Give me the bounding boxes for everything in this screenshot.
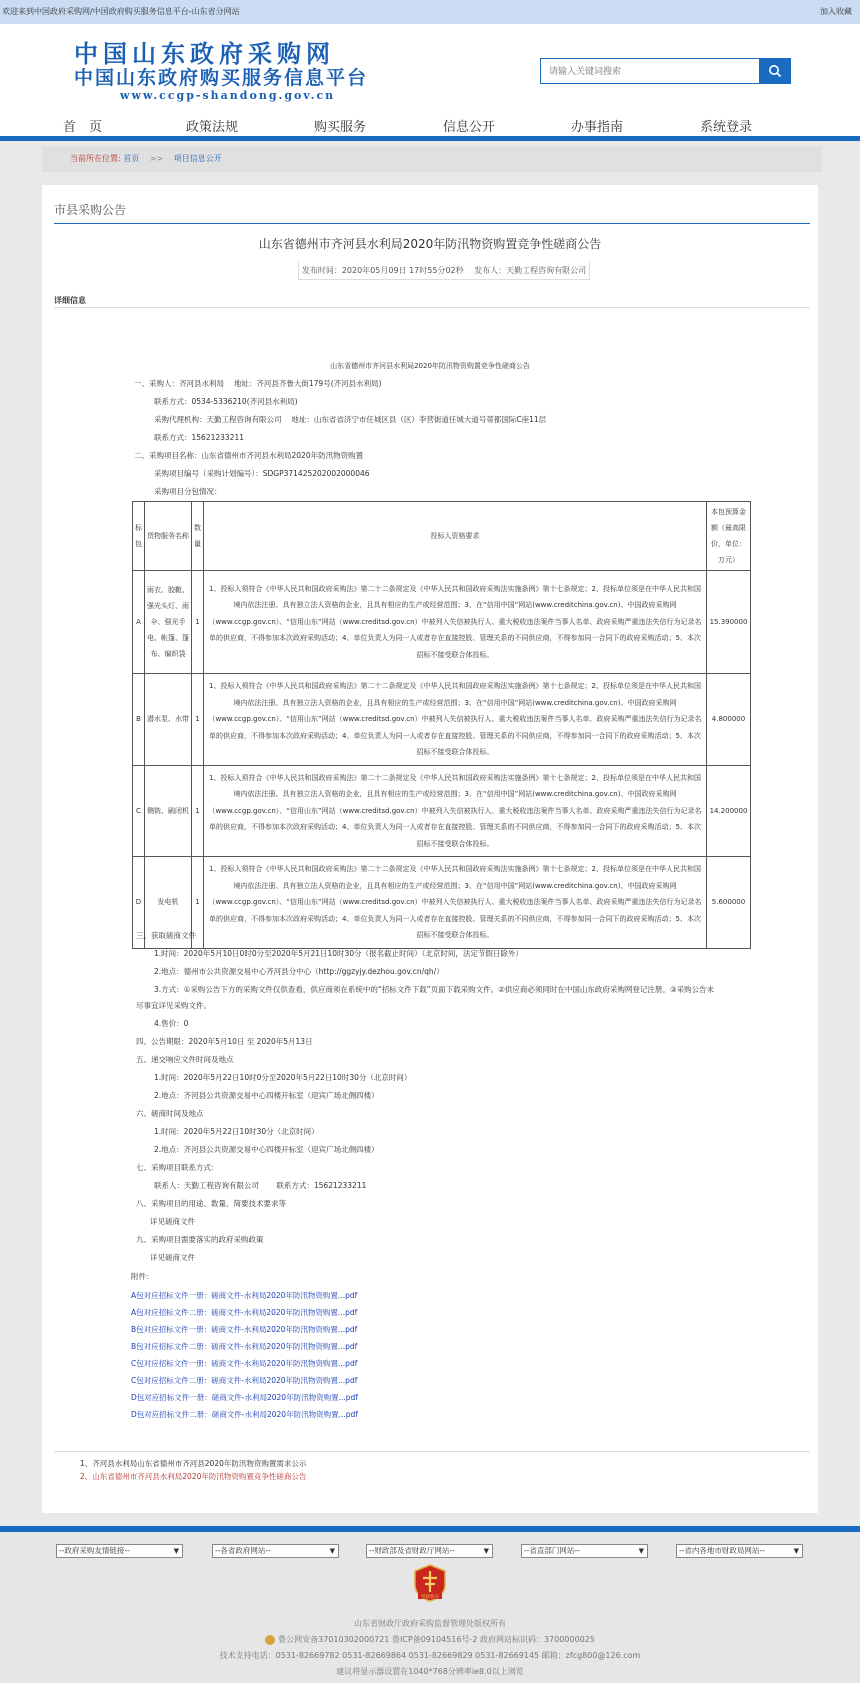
dropdown-arrow-icon: ▼ xyxy=(483,1547,489,1555)
main-nav xyxy=(0,116,860,138)
search-input[interactable] xyxy=(540,58,760,84)
line-get-method: 3.方式：①采购公告下方的采购文件仅供查看，供应商须在系统中的“招标文件下载”页面下载采购文件。②供应商必须同时在中国山东政府采购网登记注册。③采购公告未 xyxy=(154,985,715,994)
line-agency-contact: 联系方式：15621233211 xyxy=(154,433,244,442)
section-title: 市县采购公告 xyxy=(54,201,810,224)
select-value: --省直部门网站-- xyxy=(524,1546,580,1555)
header-quantity: 数量 xyxy=(192,502,204,571)
table-row xyxy=(133,674,751,766)
police-badge-icon xyxy=(265,1635,275,1645)
line-get-docs: 三、获取磋商文件 xyxy=(136,931,196,940)
line-submit: 五、递交响应文件时间及地点 xyxy=(136,1055,234,1064)
attachment-link[interactable]: C包对应招标文件二册：磋商文件-水利局2020年防汛物资购置...pdf xyxy=(131,1376,358,1385)
attachment-link[interactable]: A包对应招标文件一册：磋商文件-水利局2020年防汛物资购置...pdf xyxy=(131,1291,358,1300)
table-header-row xyxy=(133,502,751,571)
select-value: --财政部及省财政厅网站-- xyxy=(369,1546,455,1555)
line-usage-detail: 详见磋商文件 xyxy=(150,1217,195,1226)
search-icon xyxy=(768,64,782,78)
cell-requirements: 1、投标人须符合《中华人民共和国政府采购法》第二十二条规定及《中华人民共和国政府采购法实施条例》第十七条规定；2、投标单位须是在中华人民共和国境内依法注册、具有独立法人资格的企业，且具有相应的生产或经营范围；3、在“信用中国”网站(www.creditchina.gov.cn)、中国政府采购网（www.ccgp.gov.cn）、“信用山东”网站（www.creditsd.gov.cn）中被列入失信被执行人、重大税收违法案件当事人名单、政府采购严重违法失信行为记录名单的供应商，不得参加本次政府采购活动；4、单位负责人为同一人或者存在直接控股、管理关系的不同供应商，不得参加同一合同下的政府采购活动；5、本次招标不接受联合体投标。 xyxy=(204,571,707,674)
browser-tip: 建议将显示器设置在1040*768分辨率ie8.0以上浏览 xyxy=(336,1667,524,1676)
logo-line-2: 中国山东政府购买服务信息平台 xyxy=(74,67,369,89)
breadcrumb-separator: >> xyxy=(149,154,164,163)
divider xyxy=(54,307,810,308)
select-value: --省内各地市财政局网站-- xyxy=(679,1546,765,1555)
breadcrumb xyxy=(42,146,822,172)
cell-requirements: 1、投标人须符合《中华人民共和国政府采购法》第二十二条规定及《中华人民共和国政府采购法实施条例》第十七条规定；2、投标单位须是在中华人民共和国境内依法注册、具有独立法人资格的企业，且具有相应的生产或经营范围；3、在“信用中国”网站(www.creditchina.gov.cn)、中国政府采购网（www.ccgp.gov.cn）、“信用山东”网站（www.creditsd.gov.cn）中被列入失信被执行人、重大税收违法案件当事人名单、政府采购严重违法失信行为记录名单的供应商，不得参加本次政府采购活动；4、单位负责人为同一人或者存在直接控股、管理关系的不同供应商，不得参加同一合同下的政府采购活动；5、本次招标不接受联合体投标。 xyxy=(204,674,707,766)
icp-text xyxy=(0,1634,860,1645)
cell-budget: 14.200000 xyxy=(707,765,751,857)
line-contact: 联系人：天勤工程咨询有限公司 联系方式：15621233211 xyxy=(154,1181,367,1190)
line-usage: 八、采购项目的用途、数量、简要技术要求等 xyxy=(136,1199,286,1208)
cell-goods-name: 潜水泵、水带 xyxy=(145,674,192,766)
line-consult-time: 1.时间：2020年5月22日10时30分（北京时间） xyxy=(154,1127,319,1136)
header-goods-name: 货物服务名称 xyxy=(145,502,192,571)
party-gov-emblem-icon[interactable] xyxy=(413,1564,447,1602)
line-price: 4.售价：0 xyxy=(154,1019,189,1028)
cell-quantity: 1 xyxy=(192,857,204,949)
logo-url: www.ccgp-shandong.gov.cn xyxy=(120,89,336,102)
cell-quantity: 1 xyxy=(192,674,204,766)
breadcrumb-current[interactable]: 项目信息公开 xyxy=(173,154,222,163)
nav-policy[interactable]: 政策法规 xyxy=(186,120,239,135)
table-row xyxy=(133,857,751,949)
attachment-link[interactable]: C包对应招标文件一册：磋商文件-水利局2020年防汛物资购置...pdf xyxy=(131,1359,358,1368)
line-project-number: 采购项目编号（采购计划编号）：SDGP371425202002000046 xyxy=(154,469,370,478)
cell-goods-name: 发电机 xyxy=(145,857,192,949)
attachment-link[interactable]: D包对应招标文件二册：磋商文件-水利局2020年防汛物资购置...pdf xyxy=(131,1410,358,1419)
search-box xyxy=(540,58,791,84)
article-meta: 发布时间：2020年05月09日 17时55分02秒 发布人：天勤工程咨询有限公司 xyxy=(298,262,590,280)
line-consult-place: 2.地点：齐河县公共资源交易中心四楼开标室（迎宾广场北侧四楼） xyxy=(154,1145,379,1154)
cell-package: A xyxy=(133,571,145,674)
cell-quantity: 1 xyxy=(192,765,204,857)
emblem-text: 党政机关 xyxy=(421,1595,439,1600)
cell-requirements: 1、投标人须符合《中华人民共和国政府采购法》第二十二条规定及《中华人民共和国政府采购法实施条例》第十七条规定；2、投标单位须是在中华人民共和国境内依法注册、具有独立法人资格的企业，且具有相应的生产或经营范围；3、在“信用中国”网站(www.creditchina.gov.cn)、中国政府采购网（www.ccgp.gov.cn）、“信用山东”网站（www.creditsd.gov.cn）中被列入失信被执行人、重大税收违法案件当事人名单、政府采购严重违法失信行为记录名单的供应商，不得参加本次政府采购活动；4、单位负责人为同一人或者存在直接控股、管理关系的不同供应商，不得参加同一合同下的政府采购活动；5、本次招标不接受联合体投标。 xyxy=(204,765,707,857)
nav-info-disclosure[interactable]: 信息公开 xyxy=(443,120,496,135)
nav-home[interactable]: 首 页 xyxy=(63,120,103,135)
main-content xyxy=(42,185,818,1513)
line-contact-heading: 七、采购项目联系方式： xyxy=(136,1163,219,1172)
line-policy-detail: 详见磋商文件 xyxy=(150,1253,195,1262)
dropdown-arrow-icon: ▼ xyxy=(173,1547,179,1555)
nav-login[interactable]: 系统登录 xyxy=(700,120,753,135)
table-row xyxy=(133,571,751,674)
welcome-text: 欢迎来到中国政府采购网/中国政府购买服务信息平台-山东省分网站 xyxy=(2,7,240,16)
line-consult: 六、磋商时间及地点 xyxy=(136,1109,204,1118)
attachment-link[interactable]: B包对应招标文件二册：磋商文件-水利局2020年防汛物资购置...pdf xyxy=(131,1342,358,1351)
line-get-method-cont: 尽事宜详见采购文件。 xyxy=(136,1001,211,1010)
line-purchaser-contact: 联系方式：0534-5336210(齐河县水利局) xyxy=(154,397,298,406)
nav-guide[interactable]: 办事指南 xyxy=(571,120,624,135)
related-link[interactable]: 1、齐河县水利局山东省德州市齐河县2020年防汛物资购置需求公示 xyxy=(80,1459,307,1468)
cell-budget: 15.390000 xyxy=(707,571,751,674)
line-submit-place: 2.地点：齐河县公共资源交易中心四楼开标室（迎宾广场北侧四楼） xyxy=(154,1091,379,1100)
footer xyxy=(0,1532,860,1683)
cell-package: B xyxy=(133,674,145,766)
detail-label: 详细信息 xyxy=(54,296,86,305)
dropdown-arrow-icon: ▼ xyxy=(638,1547,644,1555)
line-purchaser: 一、采购人：齐河县水利局 地址：齐河县齐鲁大街179号(齐河县水利局) xyxy=(134,379,382,388)
line-project-name: 二、采购项目名称：山东省德州市齐河县水利局2020年防汛物资购置 xyxy=(134,451,364,460)
cell-goods-name: 侧铣、刷闭机 xyxy=(145,765,192,857)
body-title: 山东省德州市齐河县水利局2020年防汛物资购置竞争性磋商公告 xyxy=(330,362,530,370)
line-policy: 九、采购项目需要落实的政府采购政策 xyxy=(136,1235,264,1244)
select-value: --各省政府网站-- xyxy=(215,1546,271,1555)
province-dept-select[interactable] xyxy=(521,1544,648,1558)
article-title: 山东省德州市齐河县水利局2020年防汛物资购置竞争性磋商公告 xyxy=(258,237,602,251)
cell-goods-name: 雨衣、胶靴、强光头灯、雨伞、强光手电、帐篷、篷布、编织袋 xyxy=(145,571,192,674)
breadcrumb-label: 当前所在位置: xyxy=(70,154,121,163)
table-row xyxy=(133,765,751,857)
line-submit-time: 1.时间：2020年5月22日10时0分至2020年5月22日10时30分（北京时间） xyxy=(154,1073,412,1082)
support-text: 技术支持电话：0531-82669782 0531-82669864 0531-82669829 0531-82669145 邮箱：zfcg800@126.com xyxy=(219,1651,641,1660)
cell-budget: 5.600000 xyxy=(707,857,751,949)
friend-links-select[interactable] xyxy=(56,1544,183,1558)
finance-dept-select[interactable] xyxy=(366,1544,493,1558)
dropdown-arrow-icon: ▼ xyxy=(329,1547,335,1555)
cell-budget: 4.800000 xyxy=(707,674,751,766)
line-notice-period: 四、公告期限：2020年5月10日 至 2020年5月13日 xyxy=(136,1037,313,1046)
site-logo[interactable] xyxy=(74,40,414,116)
header xyxy=(0,24,860,141)
cell-requirements: 1、投标人须符合《中华人民共和国政府采购法》第二十二条规定及《中华人民共和国政府采购法实施条例》第十七条规定；2、投标单位须是在中华人民共和国境内依法注册、具有独立法人资格的企业，且具有相应的生产或经营范围；3、在“信用中国”网站(www.creditchina.gov.cn)、中国政府采购网（www.ccgp.gov.cn）、“信用山东”网站（www.creditsd.gov.cn）中被列入失信被执行人、重大税收违法案件当事人名单、政府采购严重违法失信行为记录名单的供应商，不得参加本次政府采购活动；4、单位负责人为同一人或者存在直接控股、管理关系的不同供应商，不得参加同一合同下的政府采购活动；5、本次招标不接受联合体投标。 xyxy=(204,857,707,949)
search-button[interactable] xyxy=(759,58,791,84)
package-table xyxy=(132,501,751,949)
line-packages: 采购项目分包情况： xyxy=(154,487,222,496)
divider xyxy=(54,1451,810,1452)
breadcrumb-home[interactable]: 首页 xyxy=(123,154,140,163)
copyright-text: 山东省财政厅政府采购监督管理处版权所有 xyxy=(354,1619,506,1628)
top-bar xyxy=(0,0,860,24)
add-favorite-link[interactable]: 加入收藏 xyxy=(820,7,852,16)
city-finance-select[interactable] xyxy=(676,1544,803,1558)
line-get-place: 2.地点：德州市公共资源交易中心齐河县分中心（http://ggzyjy.dezhou.gov.cn/qh/） xyxy=(154,967,444,976)
icp-value: 鲁公网安备37010302000721 鲁ICP备09104516号-2 政府网站标识码：3700000025 xyxy=(278,1635,595,1644)
nav-purchase-service[interactable]: 购买服务 xyxy=(314,120,367,135)
attachment-link[interactable]: B包对应招标文件一册：磋商文件-水利局2020年防汛物资购置...pdf xyxy=(131,1325,358,1334)
attachment-link[interactable]: D包对应招标文件一册：磋商文件-水利局2020年防汛物资购置...pdf xyxy=(131,1393,358,1402)
province-gov-select[interactable] xyxy=(212,1544,339,1558)
line-agency: 采购代理机构：天勤工程咨询有限公司 地址：山东省省济宁市任城区县（区）李营街道任城大道号蒂都国际C座11层 xyxy=(154,415,547,424)
cell-package: C xyxy=(133,765,145,857)
cell-quantity: 1 xyxy=(192,571,204,674)
header-package: 标包 xyxy=(133,502,145,571)
header-budget: 本包预算金额（最高限价，单位：万元） xyxy=(707,502,751,571)
attachments-label: 附件： xyxy=(131,1272,154,1281)
line-get-time: 1.时间：2020年5月10日0时0分至2020年5月21日10时30分（报名截止时间）（北京时间，法定节假日除外） xyxy=(154,949,523,958)
cell-package: D xyxy=(133,857,145,949)
header-requirements: 投标人资格要求 xyxy=(204,502,707,571)
dropdown-arrow-icon: ▼ xyxy=(793,1547,799,1555)
select-value: --政府采购友情链接-- xyxy=(59,1546,130,1555)
logo-line-1: 中国山东政府采购网 xyxy=(74,39,335,68)
attachment-link[interactable]: A包对应招标文件二册：磋商文件-水利局2020年防汛物资购置...pdf xyxy=(131,1308,358,1317)
related-link-current[interactable]: 2、山东省德州市齐河县水利局2020年防汛物资购置竞争性磋商公告 xyxy=(80,1472,307,1481)
